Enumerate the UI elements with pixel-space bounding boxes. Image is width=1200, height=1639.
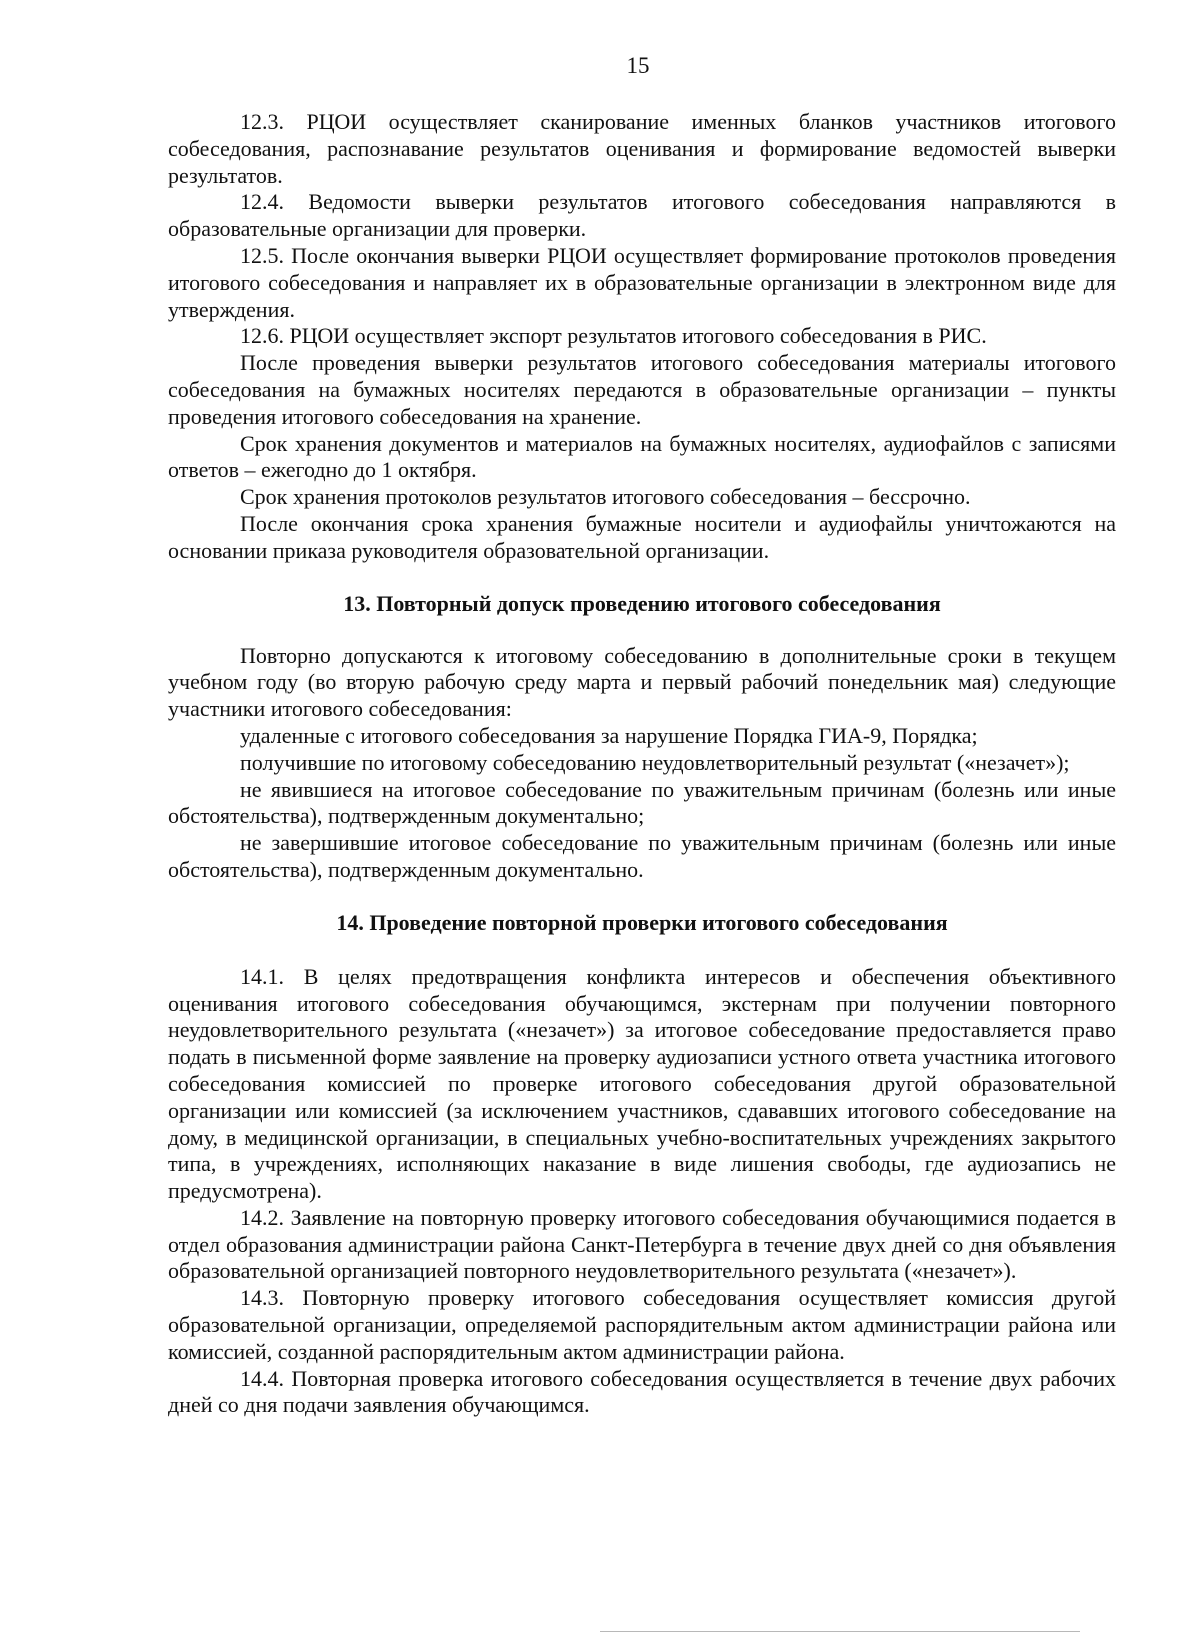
page-number: 15 [626,53,650,78]
paragraph-14-4: 14.4. Повторная проверка итогового собеседования осуществляется в течение двух рабочих дней со дня подачи заявления обучающимся. [168,1365,1116,1418]
paragraph-13-item-absent: не явившиеся на итоговое собеседование по уважительным причинам (болезнь или иные обстоятельства), подтвержденным документально; [168,776,1116,829]
paragraph-12-4: 12.4. Ведомости выверки результатов итогового собеседования направляются в образовательные организации для проверки. [168,189,1116,242]
spacer [168,936,1116,964]
spacer [168,884,1116,909]
paragraph-after-verification: После проведения выверки результатов итогового собеседования материалы итогового собеседования на бумажных носителях передаются в образовательные организации – пункты проведения итогового собеседования на хранение. [168,350,1116,429]
scan-edge-line [600,1631,1080,1632]
paragraph-13-item-failed: получившие по итоговому собеседованию неудовлетворительный результат («незачет»); [240,749,1070,775]
paragraph-storage-protocols: Срок хранения протоколов результатов итогового собеседования – бессрочно. [240,484,971,510]
paragraph-destruction: После окончания срока хранения бумажные носители и аудиофайлы уничтожаются на основании приказа руководителя образовательной организации. [168,510,1116,563]
paragraph-14-3: 14.3. Повторную проверку итогового собеседования осуществляет комиссия другой образовательной организации, определяемой распорядительным актом администрации района или комиссией, созданной распорядительным актом администрации района. [168,1285,1116,1364]
paragraph-14-1: 14.1. В целях предотвращения конфликта интересов и обеспечения объективного оценивания итогового собеседования обучающимся, экстернам при получении повторного неудовлетворительного результата («незачет») за итоговое собеседование предоставляется право подать в письменной форме заявление на проверку аудиозаписи устного ответа участника итогового собеседования комиссией по проверке итогового собеседования другой образовательной организации или комиссией (за исключением участников, сдававших итогового собеседование на дому, в медицинской организации, в специальных учебно-воспитательных учреждениях закрытого типа, в учреждениях, исполняющих наказание в виде лишения свободы, где аудиозапись не предусмотрена). [168,963,1116,1204]
spacer [168,565,1116,590]
spacer [168,617,1116,643]
paragraph-12-3: 12.3. РЦОИ осуществляет сканирование именных бланков участников итогового собеседования, распознавание результатов оценивания и формирование ведомостей выверки результатов. [168,109,1116,188]
document-body [168,109,1116,1419]
paragraph-13-item-removed: удаленные с итогового собеседования за нарушение Порядка ГИА-9, Порядка; [240,722,978,748]
paragraph-13-item-not-completed: не завершившие итоговое собеседование по уважительным причинам (болезнь или иные обстоятельства), подтвержденным документально. [168,830,1116,882]
paragraph-12-5: 12.5. После окончания выверки РЦОИ осуществляет формирование протоколов проведения итогового собеседования и направляет их в образовательные организации в электронном виде для утверждения. [168,242,1116,322]
paragraph-14-2: 14.2. Заявление на повторную проверку итогового собеседования обучающимися подается в отдел образования администрации района Санкт-Петербурга в течение двух дней со дня объявления образовательной организацией повторного неудовлетворительного результата («незачет»). [168,1204,1116,1284]
paragraph-storage-materials: Срок хранения документов и материалов на бумажных носителях, аудиофайлов с записями ответов – ежегодно до 1 октября. [168,430,1116,483]
section-title-13: 13. Повторный допуск проведению итогового собеседования [343,590,941,616]
paragraph-13-intro: Повторно допускаются к итоговому собеседованию в дополнительные сроки в текущем учебном году (во вторую рабочую среду марта и первый рабочий понедельник мая) следующие участники итогового собеседования: [168,642,1116,722]
paragraph-12-6: 12.6. РЦОИ осуществляет экспорт результатов итогового собеседования в РИС. [240,323,987,349]
section-title-14: 14. Проведение повторной проверки итогового собеседования [336,909,948,935]
